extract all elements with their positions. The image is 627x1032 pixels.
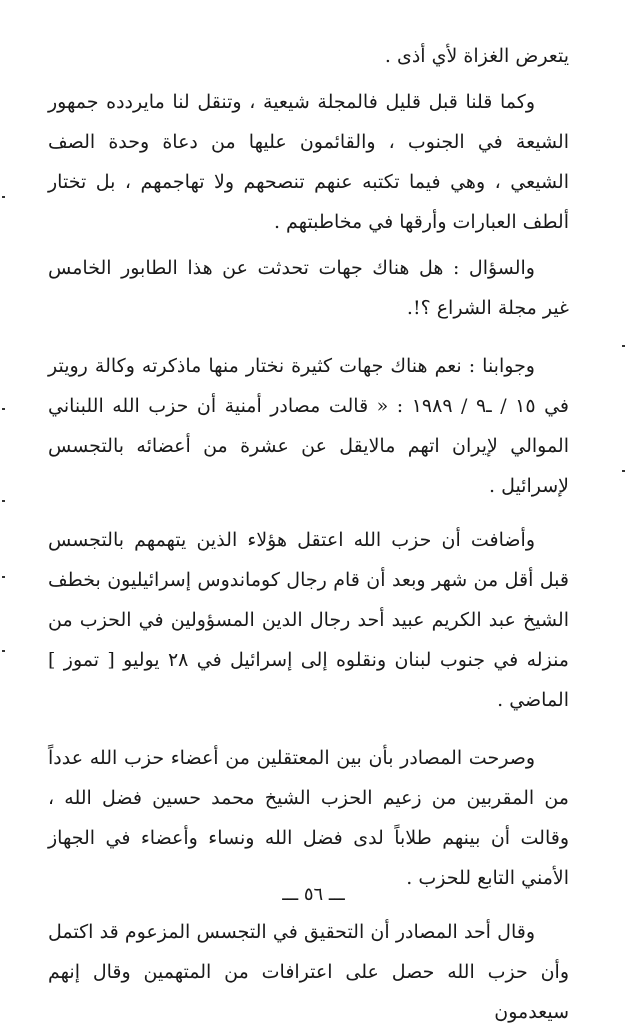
paragraph-5: وأضافت أن حزب الله اعتقل هؤلاء الذين يتهمهم بالتجسس قبل أقل من شهر وبعد أن قام رجال كوماندوس إسرائيليون بخطف الشيخ عبد الكريم عبيد أحد رجال الدين المسؤولين في الحزب من منزله في جنوب لبنان ونقلوه إلى إسرائيل في ٢٨ يوليو [ تموز ] الماضي . bbox=[48, 529, 569, 711]
paragraph-3: والسؤال : هل هناك جهات تحدثت عن هذا الطابور الخامس غير مجلة الشراع ؟!. bbox=[48, 257, 569, 319]
margin-mark bbox=[2, 650, 5, 652]
paragraph-2: وكما قلنا قبل قليل فالمجلة شيعية ، وتنقل لنا مايردده جمهور الشيعة في الجنوب ، والقائمون عليها من دعاة وحدة الصف الشيعي ، وهي فيما تكتبه عنهم تنصحهم ولا تهاجمهم ، بل تختار ألطف العبارات وأرقها في مخاطبتهم . bbox=[48, 91, 569, 233]
paragraph-4: وجوابنا : نعم هناك جهات كثيرة نختار منها ماذكرته وكالة رويتر في ١٥ / ـ٩ / ١٩٨٩ : « قالت مصادر أمنية أن حزب الله اللبناني الموالي لإيران اتهم مالايقل عن عشرة من أعضائه بالتجسس لإسرائيل . bbox=[48, 355, 570, 497]
margin-mark bbox=[622, 470, 625, 472]
margin-mark bbox=[2, 500, 5, 502]
margin-mark bbox=[2, 408, 5, 410]
paragraph-6: وصرحت المصادر بأن بين المعتقلين من أعضاء حزب الله عدداً من المقربين من زعيم الحزب الشيخ محمد حسين فضل الله ، وقالت أن بينهم طلاباً لدى فضل الله ونساء وأعضاء في الجهاز الأمني التابع للحزب . bbox=[48, 747, 569, 889]
page-number: ـــ ٥٦ ـــ bbox=[282, 884, 345, 905]
margin-mark bbox=[2, 576, 5, 578]
margin-mark bbox=[2, 196, 5, 198]
paragraph-7: وقال أحد المصادر أن التحقيق في التجسس المزعوم قد اكتمل وأن حزب الله حصل على اعترافات من المتهمين وقال إنهم سيعدمون bbox=[48, 921, 569, 1023]
margin-mark bbox=[622, 345, 625, 347]
paragraph-1: يتعرض الغزاة لأي أذى . bbox=[384, 45, 569, 67]
